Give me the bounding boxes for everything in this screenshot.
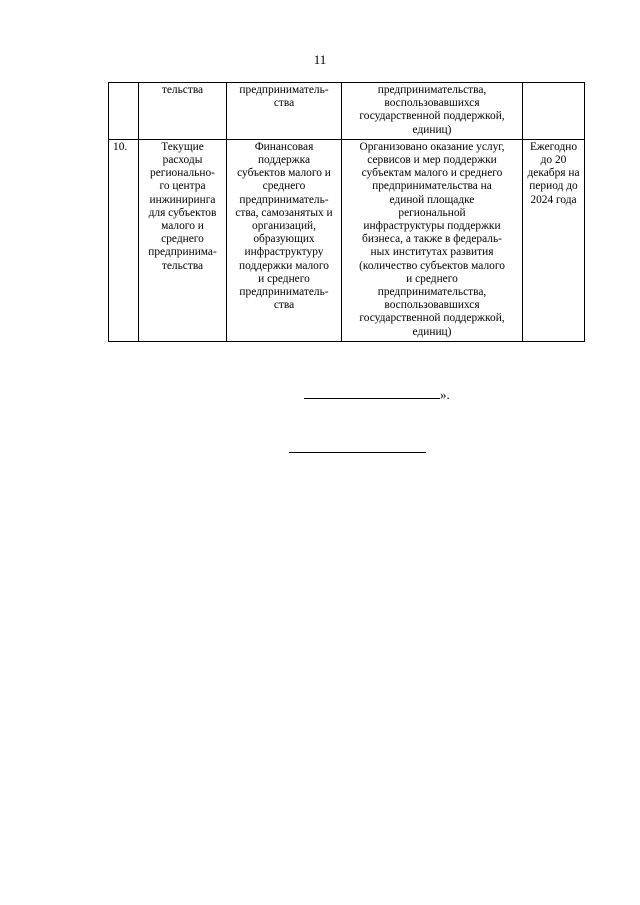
row-number-cell — [109, 83, 139, 140]
table-row — [109, 139, 585, 341]
deadline-cell — [523, 83, 585, 140]
indicator-cell: предпринимательства, воспользовавшихся государственной поддержкой, единиц) — [342, 83, 523, 140]
program-table — [108, 82, 585, 342]
row-number-cell: 10. — [109, 139, 139, 341]
separator-rule — [289, 452, 426, 453]
page-number: 11 — [313, 52, 327, 67]
table-row — [109, 83, 585, 140]
closing-quote: ». — [440, 387, 450, 402]
support-measure-cell: Финансовая поддержка субъектов малого и среднего предприниматель- ства, самозанятых и организаций, образующих инфраструктуру поддержки малого и среднего предприниматель- ства — [227, 139, 342, 341]
expense-cell: Текущие расходы регионально- го центра инжиниринга для субъектов малого и среднего предпринима- тельства — [139, 139, 227, 341]
indicator-cell: Организовано оказание услуг, сервисов и мер поддержки субъектам малого и среднего предпринимательства на единой площадке региональной инфраструктуры поддержки бизнеса, а также в федераль- ных институтах развития (количество субъектов малого и среднего предпринимательства, воспользовавшихся государственной поддержкой, единиц) — [342, 139, 523, 341]
deadline-cell: Ежегодно до 20 декабря на период до 2024 года — [523, 139, 585, 341]
support-measure-cell: предприниматель- ства — [227, 83, 342, 140]
closing-line — [304, 387, 450, 403]
signature-underline — [304, 387, 440, 399]
expense-cell: тельства — [139, 83, 227, 140]
